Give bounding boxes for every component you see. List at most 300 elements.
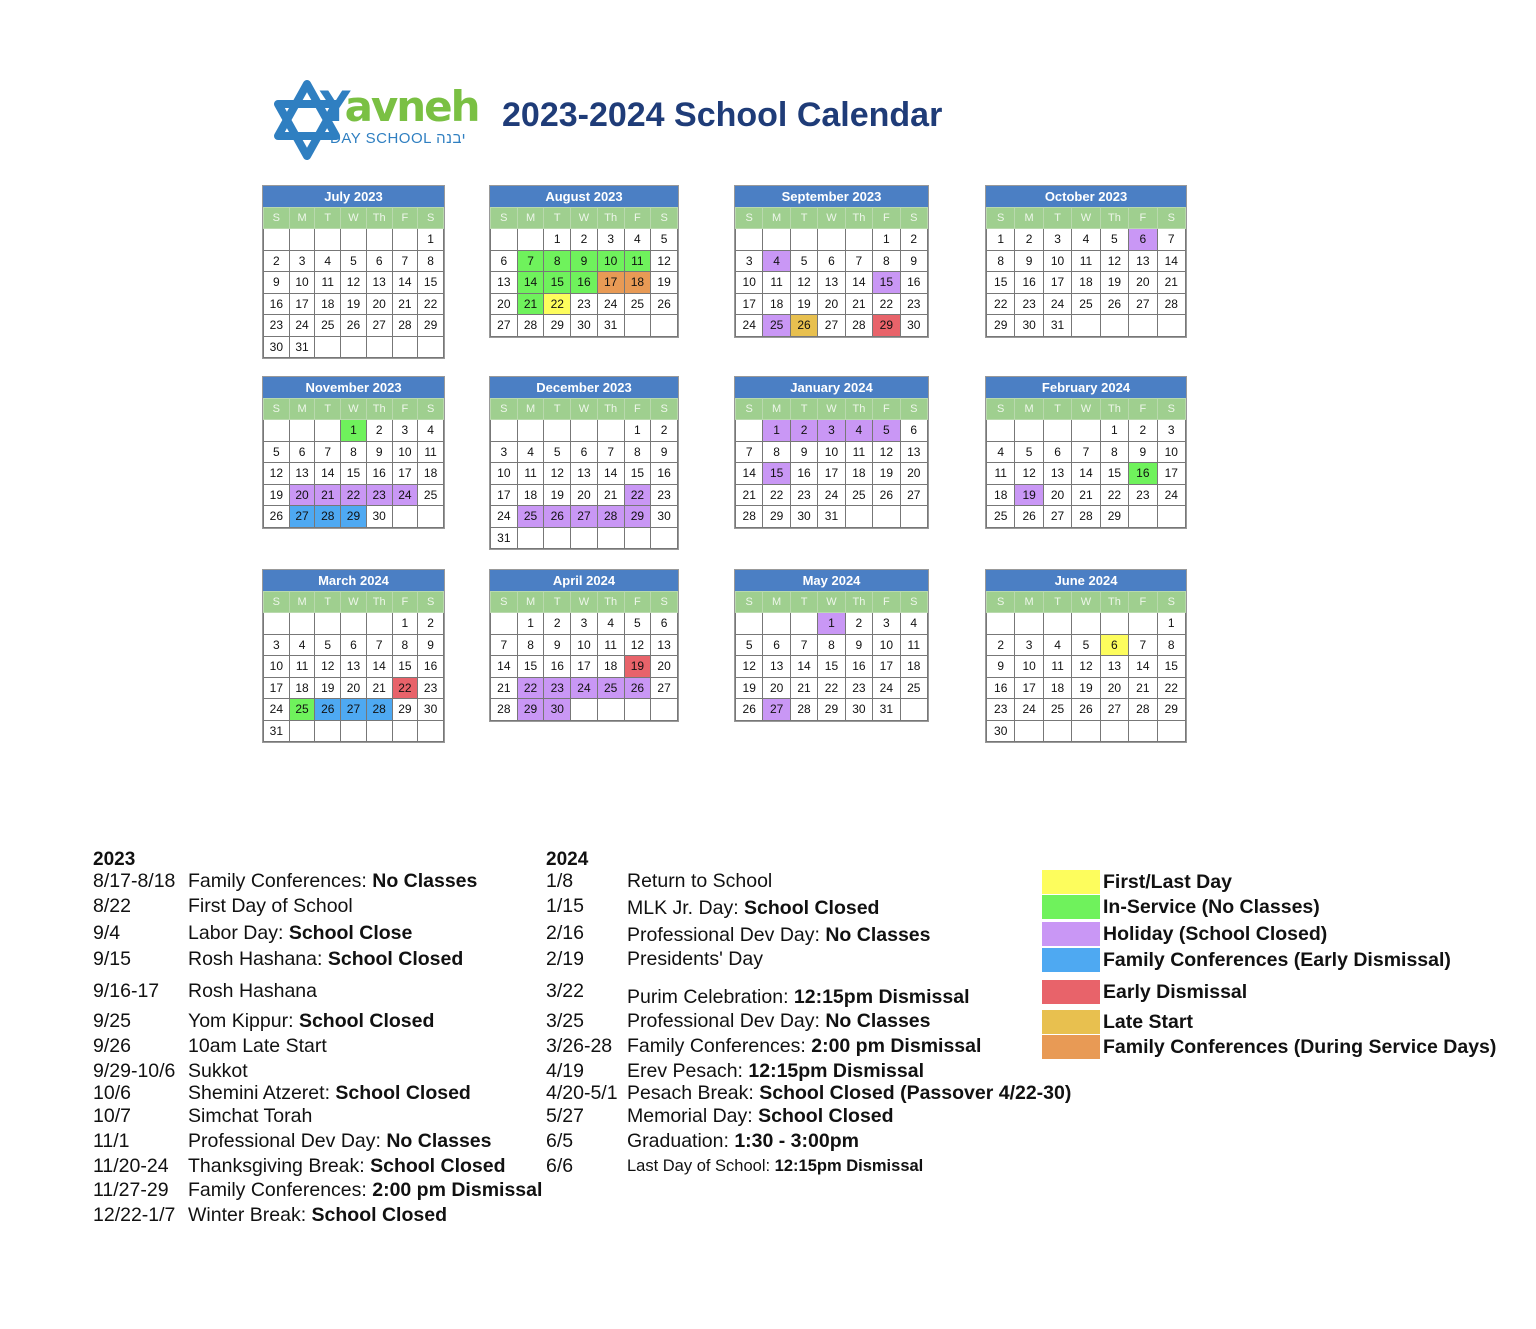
day-cell: 11 bbox=[597, 634, 624, 656]
weekday-header: F bbox=[873, 592, 900, 613]
weekday-header: S bbox=[900, 399, 927, 420]
event-description bbox=[188, 1204, 447, 1226]
day-cell: 28 bbox=[366, 699, 392, 721]
day-cell: 13 bbox=[1129, 250, 1157, 272]
event-date: 6/6 bbox=[546, 1155, 574, 1177]
weekday-header: Th bbox=[845, 592, 872, 613]
month-title: November 2023 bbox=[263, 377, 444, 398]
weekday-header: S bbox=[264, 399, 290, 420]
day-cell: 3 bbox=[597, 229, 624, 251]
event-text: Purim Celebration: bbox=[627, 986, 794, 1008]
day-cell: 25 bbox=[1072, 293, 1100, 315]
weekday-header: S bbox=[736, 208, 763, 229]
day-cell: 2 bbox=[544, 613, 571, 635]
event-status: School Closed bbox=[327, 948, 464, 970]
event-text: Professional Dev Day: bbox=[627, 924, 826, 946]
event-description bbox=[188, 1082, 471, 1104]
day-cell: 14 bbox=[517, 272, 544, 294]
weekday-header: W bbox=[341, 399, 367, 420]
day-cell: 13 bbox=[1043, 463, 1071, 485]
weekday-header: Th bbox=[1100, 399, 1128, 420]
day-cell: 28 bbox=[517, 315, 544, 337]
event-date: 12/22-1/7 bbox=[93, 1204, 176, 1226]
day-cell: 1 bbox=[418, 229, 444, 251]
day-cell: 2 bbox=[571, 229, 598, 251]
empty-cell bbox=[651, 527, 678, 549]
day-cell: 6 bbox=[341, 634, 367, 656]
day-cell: 7 bbox=[790, 634, 817, 656]
empty-cell bbox=[1129, 506, 1157, 528]
day-cell: 10 bbox=[571, 634, 598, 656]
event-description bbox=[188, 1010, 434, 1032]
day-cell: 8 bbox=[818, 634, 845, 656]
day-cell: 23 bbox=[571, 293, 598, 315]
day-cell: 21 bbox=[392, 293, 418, 315]
day-cell: 18 bbox=[900, 656, 927, 678]
weekday-header: M bbox=[517, 592, 544, 613]
day-cell: 6 bbox=[651, 613, 678, 635]
weekday-header: M bbox=[517, 399, 544, 420]
day-cell: 18 bbox=[289, 677, 315, 699]
weekday-header: F bbox=[1129, 208, 1157, 229]
day-cell: 3 bbox=[264, 634, 290, 656]
day-cell: 5 bbox=[651, 229, 678, 251]
month-september-2023 bbox=[734, 185, 929, 338]
weekday-header: S bbox=[491, 208, 518, 229]
day-cell: 9 bbox=[544, 634, 571, 656]
month-title: May 2024 bbox=[735, 570, 928, 591]
day-cell: 20 bbox=[651, 656, 678, 678]
weekday-header: S bbox=[651, 399, 678, 420]
empty-cell bbox=[1100, 315, 1128, 337]
day-cell: 24 bbox=[1043, 293, 1071, 315]
empty-cell bbox=[1157, 506, 1185, 528]
day-cell: 30 bbox=[987, 720, 1015, 742]
day-cell: 14 bbox=[790, 656, 817, 678]
event-status: No Classes bbox=[386, 1130, 492, 1152]
legend-label: Family Conferences (During Service Days) bbox=[1103, 1036, 1497, 1058]
day-cell: 24 bbox=[818, 484, 845, 506]
day-cell: 9 bbox=[790, 441, 817, 463]
empty-cell bbox=[790, 613, 817, 635]
day-cell: 26 bbox=[1072, 699, 1100, 721]
day-cell: 15 bbox=[624, 463, 651, 485]
event-description bbox=[188, 1035, 327, 1057]
day-cell: 31 bbox=[491, 527, 518, 549]
weekday-header: F bbox=[624, 399, 651, 420]
day-cell: 13 bbox=[900, 441, 927, 463]
weekday-header: W bbox=[1072, 399, 1100, 420]
event-status: 2:00 pm Dismissal bbox=[372, 1179, 543, 1201]
day-cell: 13 bbox=[366, 272, 392, 294]
day-cell: 22 bbox=[341, 484, 367, 506]
event-date: 9/29-10/6 bbox=[93, 1060, 176, 1082]
empty-cell bbox=[491, 420, 518, 442]
day-cell: 5 bbox=[624, 613, 651, 635]
day-cell: 26 bbox=[315, 699, 341, 721]
event-description bbox=[627, 897, 879, 919]
event-row bbox=[93, 1179, 693, 1203]
weekday-header: Th bbox=[845, 399, 872, 420]
day-cell: 1 bbox=[987, 229, 1015, 251]
day-cell: 19 bbox=[736, 677, 763, 699]
day-cell: 28 bbox=[392, 315, 418, 337]
event-date: 9/15 bbox=[93, 948, 131, 970]
empty-cell bbox=[624, 527, 651, 549]
day-cell: 10 bbox=[597, 250, 624, 272]
day-cell: 17 bbox=[289, 293, 315, 315]
day-cell: 11 bbox=[315, 272, 341, 294]
weekday-header: M bbox=[763, 208, 790, 229]
day-cell: 5 bbox=[315, 634, 341, 656]
event-row bbox=[93, 1204, 693, 1228]
day-cell: 5 bbox=[873, 420, 900, 442]
event-status: 12:15pm Dismissal bbox=[793, 986, 970, 1008]
event-text: Sukkot bbox=[188, 1060, 248, 1082]
day-cell: 3 bbox=[1043, 229, 1071, 251]
day-cell: 12 bbox=[1015, 463, 1043, 485]
day-cell: 10 bbox=[289, 272, 315, 294]
empty-cell bbox=[987, 420, 1015, 442]
event-date: 8/17-8/18 bbox=[93, 870, 176, 892]
event-status: 1:30 - 3:00pm bbox=[734, 1130, 859, 1152]
day-cell: 3 bbox=[1157, 420, 1185, 442]
day-cell: 17 bbox=[818, 463, 845, 485]
event-status: 12:15pm Dismissal bbox=[774, 1157, 924, 1175]
day-cell: 6 bbox=[289, 441, 315, 463]
day-cell: 17 bbox=[597, 272, 624, 294]
weekday-header: W bbox=[1072, 592, 1100, 613]
day-cell: 27 bbox=[366, 315, 392, 337]
event-text: 10am Late Start bbox=[188, 1035, 327, 1057]
day-cell: 10 bbox=[264, 656, 290, 678]
day-cell: 9 bbox=[418, 634, 444, 656]
day-cell: 25 bbox=[845, 484, 872, 506]
event-description bbox=[627, 948, 763, 970]
weekday-header: Th bbox=[366, 399, 392, 420]
event-text: Graduation: bbox=[627, 1130, 735, 1152]
day-cell: 7 bbox=[366, 634, 392, 656]
event-text: Labor Day: bbox=[188, 922, 289, 944]
empty-cell bbox=[289, 613, 315, 635]
day-cell: 26 bbox=[873, 484, 900, 506]
day-cell: 4 bbox=[315, 250, 341, 272]
day-cell: 19 bbox=[544, 484, 571, 506]
day-cell: 21 bbox=[790, 677, 817, 699]
legend-label: First/Last Day bbox=[1103, 871, 1232, 893]
day-cell: 16 bbox=[366, 463, 392, 485]
day-cell: 12 bbox=[873, 441, 900, 463]
empty-cell bbox=[491, 613, 518, 635]
event-date: 10/6 bbox=[93, 1082, 131, 1104]
day-cell: 15 bbox=[517, 656, 544, 678]
month-title: June 2024 bbox=[986, 570, 1186, 591]
empty-cell bbox=[264, 613, 290, 635]
empty-cell bbox=[418, 336, 444, 358]
day-cell: 12 bbox=[264, 463, 290, 485]
day-cell: 16 bbox=[544, 656, 571, 678]
event-date: 11/20-24 bbox=[93, 1155, 169, 1177]
day-cell: 17 bbox=[491, 484, 518, 506]
month-title: July 2023 bbox=[263, 186, 444, 207]
day-cell: 15 bbox=[1157, 656, 1185, 678]
event-date: 5/27 bbox=[546, 1105, 584, 1127]
weekday-header: F bbox=[873, 208, 900, 229]
day-cell: 11 bbox=[845, 441, 872, 463]
empty-cell bbox=[289, 229, 315, 251]
event-date: 4/20-5/1 bbox=[546, 1082, 618, 1104]
empty-cell bbox=[517, 229, 544, 251]
day-cell: 22 bbox=[873, 293, 900, 315]
weekday-header: T bbox=[544, 399, 571, 420]
day-cell: 24 bbox=[392, 484, 418, 506]
weekday-header: F bbox=[873, 399, 900, 420]
day-cell: 12 bbox=[736, 656, 763, 678]
event-description bbox=[627, 1105, 894, 1127]
weekday-header: T bbox=[1043, 399, 1071, 420]
weekday-header: S bbox=[987, 399, 1015, 420]
day-cell: 29 bbox=[818, 699, 845, 721]
event-text: Erev Pesach: bbox=[627, 1060, 749, 1082]
event-description bbox=[627, 1010, 930, 1032]
empty-cell bbox=[597, 527, 624, 549]
empty-cell bbox=[366, 613, 392, 635]
day-cell: 2 bbox=[900, 229, 927, 251]
empty-cell bbox=[1043, 420, 1071, 442]
event-text: Return to School bbox=[627, 870, 773, 892]
event-date: 3/25 bbox=[546, 1010, 584, 1032]
day-cell: 29 bbox=[418, 315, 444, 337]
day-cell: 4 bbox=[418, 420, 444, 442]
day-cell: 4 bbox=[517, 441, 544, 463]
day-cell: 1 bbox=[873, 229, 900, 251]
event-status: No Classes bbox=[825, 1010, 931, 1032]
month-august-2023 bbox=[489, 185, 679, 338]
empty-cell bbox=[315, 613, 341, 635]
day-cell: 4 bbox=[900, 613, 927, 635]
day-cell: 31 bbox=[289, 336, 315, 358]
day-cell: 22 bbox=[392, 677, 418, 699]
weekday-header: F bbox=[392, 208, 418, 229]
day-cell: 13 bbox=[571, 463, 598, 485]
day-cell: 10 bbox=[736, 272, 763, 294]
empty-cell bbox=[597, 699, 624, 721]
empty-cell bbox=[763, 613, 790, 635]
event-text: Rosh Hashana bbox=[188, 980, 317, 1002]
weekday-header: T bbox=[790, 592, 817, 613]
day-cell: 16 bbox=[1129, 463, 1157, 485]
month-june-2024 bbox=[985, 569, 1187, 743]
empty-cell bbox=[392, 229, 418, 251]
day-cell: 5 bbox=[341, 250, 367, 272]
event-status: School Close bbox=[288, 922, 413, 944]
event-text: MLK Jr. Day: bbox=[627, 897, 745, 919]
day-cell: 16 bbox=[845, 656, 872, 678]
empty-cell bbox=[1072, 720, 1100, 742]
day-cell: 23 bbox=[790, 484, 817, 506]
month-march-2024 bbox=[262, 569, 445, 743]
empty-cell bbox=[900, 699, 927, 721]
empty-cell bbox=[1157, 315, 1185, 337]
day-cell: 19 bbox=[315, 677, 341, 699]
event-text: Simchat Torah bbox=[188, 1105, 313, 1127]
day-cell: 19 bbox=[873, 463, 900, 485]
event-date: 1/15 bbox=[546, 895, 584, 917]
day-cell: 1 bbox=[1157, 613, 1185, 635]
day-cell: 28 bbox=[736, 506, 763, 528]
legend-swatch bbox=[1042, 980, 1100, 1004]
weekday-header: W bbox=[818, 399, 845, 420]
event-text: Family Conferences: bbox=[627, 1035, 812, 1057]
day-cell: 20 bbox=[1100, 677, 1128, 699]
day-cell: 27 bbox=[651, 677, 678, 699]
day-cell: 24 bbox=[873, 677, 900, 699]
day-cell: 10 bbox=[1015, 656, 1043, 678]
day-cell: 3 bbox=[1015, 634, 1043, 656]
day-cell: 30 bbox=[264, 336, 290, 358]
day-cell: 24 bbox=[289, 315, 315, 337]
day-cell: 10 bbox=[873, 634, 900, 656]
empty-cell bbox=[315, 229, 341, 251]
weekday-header: S bbox=[1157, 208, 1185, 229]
day-cell: 31 bbox=[1043, 315, 1071, 337]
weekday-header: M bbox=[763, 592, 790, 613]
day-cell: 29 bbox=[517, 699, 544, 721]
day-cell: 1 bbox=[517, 613, 544, 635]
day-cell: 28 bbox=[1072, 506, 1100, 528]
event-row bbox=[546, 1130, 1146, 1154]
day-cell: 3 bbox=[571, 613, 598, 635]
weekday-header: W bbox=[571, 592, 598, 613]
event-description bbox=[188, 895, 353, 917]
event-description bbox=[627, 870, 772, 892]
day-cell: 26 bbox=[736, 699, 763, 721]
legend-label: Holiday (School Closed) bbox=[1103, 923, 1328, 945]
day-cell: 18 bbox=[845, 463, 872, 485]
day-cell: 5 bbox=[1015, 441, 1043, 463]
day-cell: 13 bbox=[818, 272, 845, 294]
day-cell: 12 bbox=[1100, 250, 1128, 272]
day-cell: 13 bbox=[1100, 656, 1128, 678]
empty-cell bbox=[818, 229, 845, 251]
day-cell: 5 bbox=[736, 634, 763, 656]
day-cell: 16 bbox=[790, 463, 817, 485]
day-cell: 31 bbox=[818, 506, 845, 528]
day-cell: 10 bbox=[1043, 250, 1071, 272]
event-status: School Closed bbox=[298, 1010, 435, 1032]
weekday-header: F bbox=[392, 399, 418, 420]
event-text: Professional Dev Day: bbox=[627, 1010, 826, 1032]
logo-subtitle: DAY SCHOOL יבנה bbox=[330, 130, 467, 147]
event-description bbox=[188, 870, 477, 892]
day-cell: 22 bbox=[517, 677, 544, 699]
day-cell: 16 bbox=[987, 677, 1015, 699]
day-cell: 9 bbox=[900, 250, 927, 272]
day-cell: 17 bbox=[1157, 463, 1185, 485]
legend-item-late bbox=[1042, 1010, 1522, 1034]
day-cell: 27 bbox=[491, 315, 518, 337]
day-cell: 11 bbox=[763, 272, 790, 294]
day-cell: 23 bbox=[845, 677, 872, 699]
day-cell: 24 bbox=[736, 315, 763, 337]
day-cell: 27 bbox=[1129, 293, 1157, 315]
day-cell: 17 bbox=[1015, 677, 1043, 699]
empty-cell bbox=[392, 506, 418, 528]
legend-label: Family Conferences (Early Dismissal) bbox=[1103, 949, 1451, 971]
day-cell: 14 bbox=[1157, 250, 1185, 272]
month-title: December 2023 bbox=[490, 377, 678, 398]
day-cell: 9 bbox=[366, 441, 392, 463]
empty-cell bbox=[517, 420, 544, 442]
day-cell: 13 bbox=[289, 463, 315, 485]
empty-cell bbox=[544, 420, 571, 442]
day-cell: 15 bbox=[341, 463, 367, 485]
day-cell: 3 bbox=[818, 420, 845, 442]
day-cell: 13 bbox=[651, 634, 678, 656]
day-cell: 21 bbox=[597, 484, 624, 506]
day-cell: 21 bbox=[736, 484, 763, 506]
weekday-header: M bbox=[289, 208, 315, 229]
day-cell: 4 bbox=[624, 229, 651, 251]
day-cell: 2 bbox=[651, 420, 678, 442]
day-cell: 18 bbox=[1043, 677, 1071, 699]
event-text: Pesach Break: bbox=[627, 1082, 760, 1104]
day-cell: 16 bbox=[651, 463, 678, 485]
day-cell: 29 bbox=[987, 315, 1015, 337]
day-cell: 7 bbox=[491, 634, 518, 656]
event-date: 9/26 bbox=[93, 1035, 131, 1057]
day-cell: 27 bbox=[763, 699, 790, 721]
day-cell: 25 bbox=[517, 506, 544, 528]
weekday-header: F bbox=[1129, 592, 1157, 613]
day-cell: 15 bbox=[544, 272, 571, 294]
empty-cell bbox=[571, 699, 598, 721]
day-cell: 24 bbox=[1015, 699, 1043, 721]
day-cell: 23 bbox=[418, 677, 444, 699]
day-cell: 7 bbox=[1129, 634, 1157, 656]
day-cell: 24 bbox=[264, 699, 290, 721]
day-cell: 14 bbox=[366, 656, 392, 678]
day-cell: 21 bbox=[491, 677, 518, 699]
day-cell: 19 bbox=[341, 293, 367, 315]
month-december-2023 bbox=[489, 376, 679, 550]
legend-item-famservice bbox=[1042, 1035, 1522, 1059]
day-cell: 20 bbox=[571, 484, 598, 506]
empty-cell bbox=[315, 720, 341, 742]
empty-cell bbox=[624, 699, 651, 721]
empty-cell bbox=[571, 527, 598, 549]
weekday-header: T bbox=[544, 592, 571, 613]
day-cell: 27 bbox=[1043, 506, 1071, 528]
day-cell: 12 bbox=[1072, 656, 1100, 678]
day-cell: 18 bbox=[624, 272, 651, 294]
day-cell: 10 bbox=[1157, 441, 1185, 463]
day-cell: 31 bbox=[873, 699, 900, 721]
weekday-header: S bbox=[900, 592, 927, 613]
day-cell: 1 bbox=[624, 420, 651, 442]
event-description bbox=[188, 922, 412, 944]
legend-item-holiday bbox=[1042, 922, 1522, 946]
weekday-header: Th bbox=[1100, 592, 1128, 613]
day-cell: 3 bbox=[392, 420, 418, 442]
day-cell: 8 bbox=[341, 441, 367, 463]
event-date: 2/16 bbox=[546, 922, 584, 944]
day-cell: 6 bbox=[1129, 229, 1157, 251]
month-february-2024 bbox=[985, 376, 1187, 529]
day-cell: 25 bbox=[1043, 699, 1071, 721]
day-cell: 1 bbox=[763, 420, 790, 442]
day-cell: 3 bbox=[873, 613, 900, 635]
